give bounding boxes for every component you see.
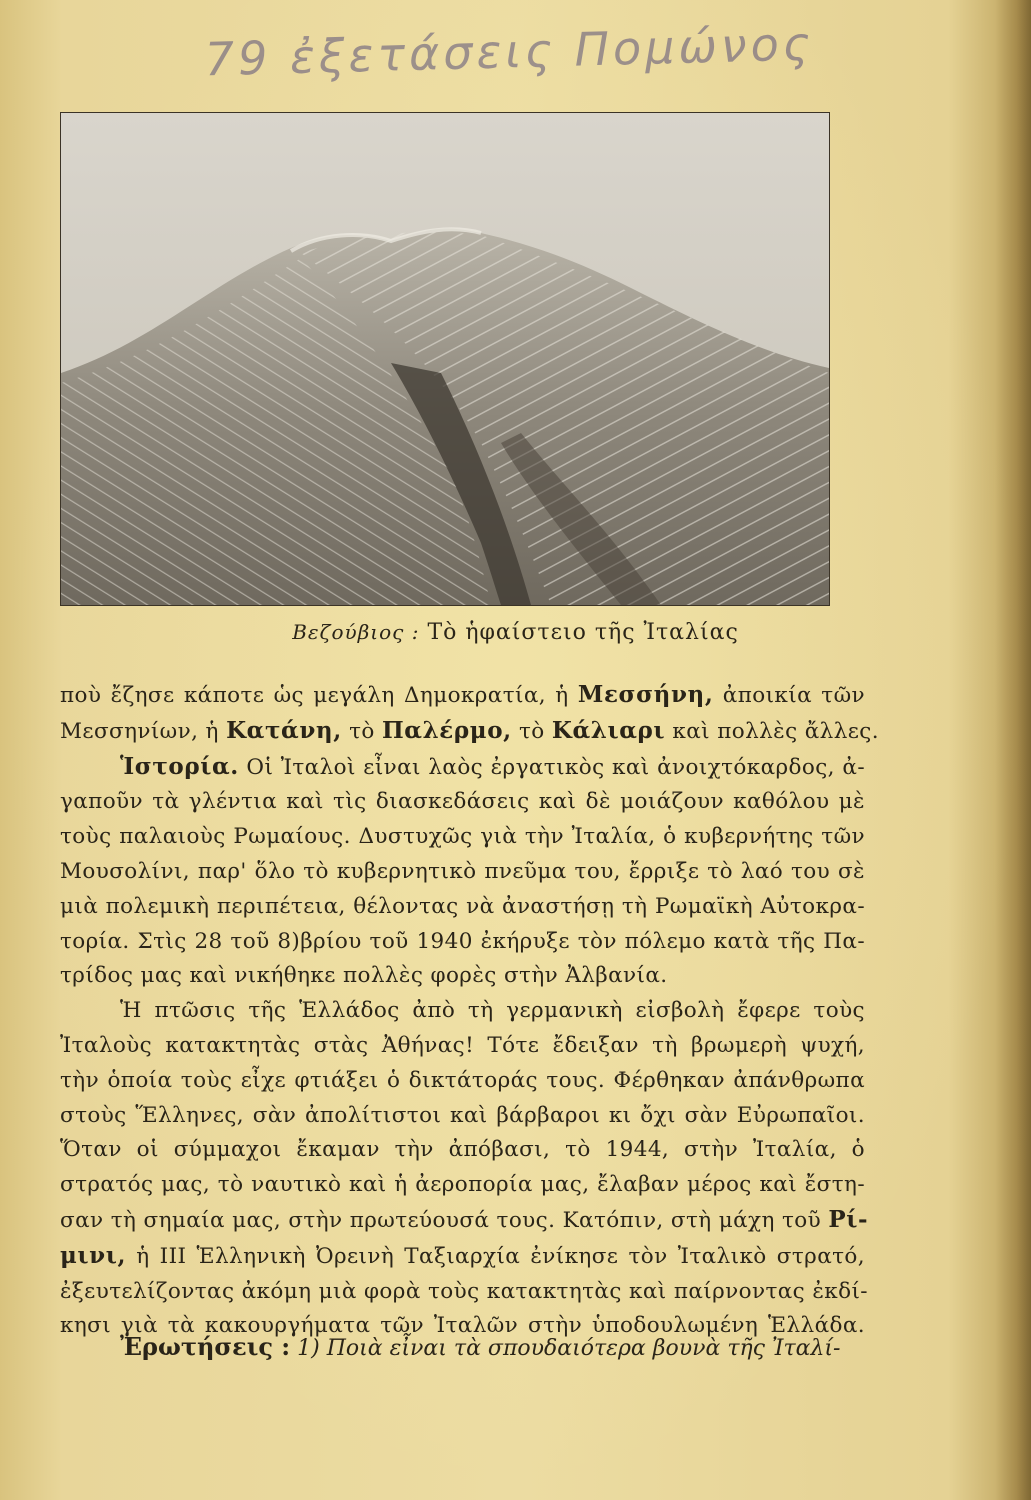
text-line: Ἱστορία. Οἱ Ἰταλοὶ εἶναι λαὸς ἐργατικὸς καὶ ἀνοιχτόκαρδος, ἀ- (120, 752, 865, 780)
text-line: Ὅταν οἱ σύμμαχοι ἔκαμαν τὴν ἀπόβασι, τὸ 1944, στὴν Ἰταλία, ὁ (60, 1137, 865, 1163)
handwritten-note: 79 ἐξετάσεις Πομώνος (204, 16, 815, 87)
text-line: ποὺ ἔζησε κάποτε ὡς μεγάλη Δημοκρατία, ἡ Μεσσήνη, ἀποικία τῶν (60, 681, 866, 708)
text-line: τρίδος μας καὶ νικήθηκε πολλὲς φορὲς στὴν Ἀλβανία. (60, 963, 668, 989)
text-line: μινι, ἡ ΙΙΙ Ἑλληνικὴ Ὀρεινὴ Ταξιαρχία ἐνίκησε τὸν Ἰταλικὸ στρατό, (60, 1241, 865, 1269)
text-line: τοὺς παλαιοὺς Ρωμαίους. Δυστυχῶς γιὰ τὴν Ἰταλία, ὁ κυβερνήτης τῶν (60, 824, 865, 850)
text-line: Ἡ πτῶσις τῆς Ἑλλάδος ἀπὸ τὴ γερμανικὴ εἰσβολὴ ἔφερε τοὺς (120, 998, 865, 1024)
text-line: ἐξευτελίζοντας ἀκόμη μιὰ φορὰ τοὺς κατακτητὰς καὶ παίρνοντας ἐκδί- (60, 1278, 868, 1304)
text-line: μιὰ πολεμικὴ περιπέτεια, θέλοντας νὰ ἀναστήσῃ τὴ Ρωμαϊκὴ Αὐτοκρα- (60, 893, 865, 919)
text-line: τὴν ὁποία τοὺς εἶχε φτιάξει ὁ δικτάτοράς τους. Φέρθηκαν ἀπάνθρωπα (60, 1067, 865, 1093)
caption-place: Βεζούβιος : (292, 620, 420, 644)
text-line: τορία. Στὶς 28 τοῦ 8)βρίου τοῦ 1940 ἐκήρυξε τὸν πόλεμο κατὰ τῆς Πα- (60, 928, 865, 954)
page-spine-shadow (995, 0, 1031, 1500)
paragraph-history (60, 750, 865, 995)
text-line: γαποῦν τὰ γλέντια καὶ τὶς διασκεδάσεις καὶ δὲ μοιάζουν καθόλου μὲ (60, 789, 865, 815)
photo-caption (0, 620, 1031, 645)
text-line: κησι γιὰ τὰ κακουργήματα τῶν Ἰταλῶν στὴν ὑποδουλωμένη Ἑλλάδα. (60, 1313, 865, 1339)
caption-text: Τὸ ἡφαίστειο τῆς Ἰταλίας (427, 620, 739, 645)
paragraph-occupation (60, 994, 869, 1344)
mountain-illustration (61, 113, 829, 605)
questions-section (60, 1330, 880, 1366)
text-line: Ἰταλοὺς κατακτητὰς στὰς Ἀθήνας! Τότε ἔδειξαν τὴ βρωμερὴ ψυχή, (60, 1032, 865, 1058)
body-text (60, 678, 879, 1344)
text-line: στρατός μας, τὸ ναυτικὸ καὶ ἡ ἀεροπορία μας, ἔλαβαν μέρος καὶ ἔστη- (60, 1172, 865, 1198)
text-line: Μουσολίνι, παρ' ὅλο τὸ κυβερνητικὸ πνεῦμα του, ἔρριξε τὸ λαό του σὲ (60, 858, 865, 884)
question-text: 1) Ποιὰ εἶναι τὰ σπουδαιότερα βουνὰ τῆς Ἰταλί- (290, 1336, 841, 1361)
paragraph-cities (60, 678, 879, 750)
text-line: Μεσσηνίων, ἡ Κατάνη, τὸ Παλέρμο, τὸ Κάλιαρι καὶ πολλὲς ἄλλες. (60, 716, 879, 744)
text-line: στοὺς Ἕλληνες, σὰν ἀπολίτιστοι καὶ βάρβαροι κι ὄχι σὰν Εὐρωπαῖοι. (60, 1102, 865, 1128)
text-line: σαν τὴ σημαία μας, στὴν πρωτεύουσά τους. Κατόπιν, στὴ μάχη τοῦ Ρί- (60, 1205, 869, 1233)
questions-heading: Ἐρωτήσεις : (120, 1332, 291, 1361)
vesuvius-photo (60, 112, 830, 606)
section-heading-history: Ἱστορία. (120, 752, 239, 780)
